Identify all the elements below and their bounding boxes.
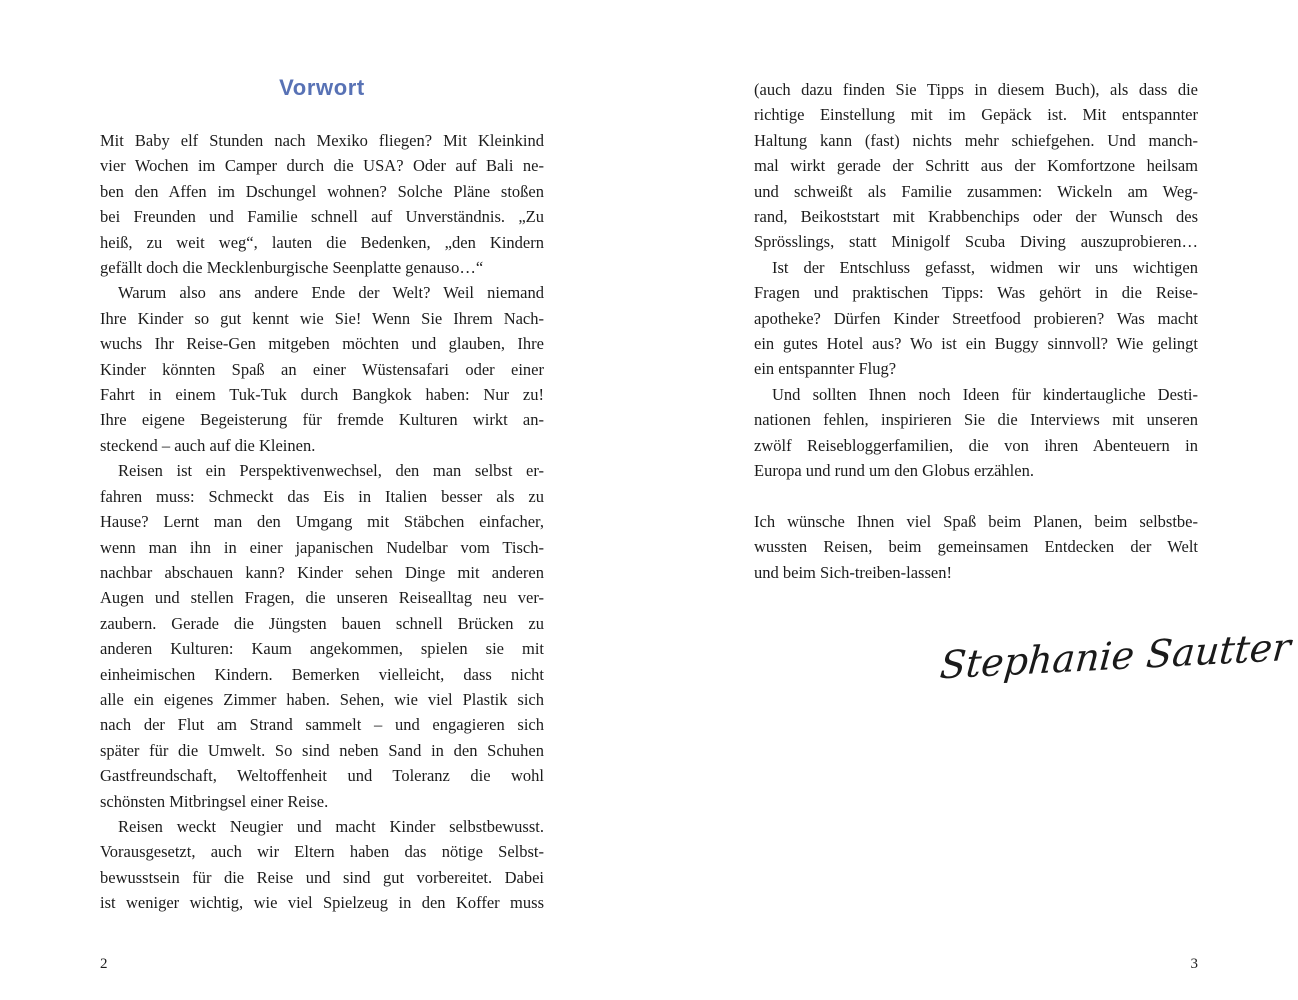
text-line: (auch dazu finden Sie Tipps in diesem Buch), als dass die — [754, 80, 1198, 99]
text-line: Augen und stellen Fragen, die unseren Reisealltag neu ver- — [100, 588, 544, 608]
text-line: vier Wochen im Camper durch die USA? Oder auf Bali ne- — [100, 156, 544, 176]
text-line: wenn man ihn in einer japanischen Nudelbar vom Tisch- — [100, 537, 544, 557]
text-line: Haltung kann (fast) nichts mehr schiefgehen. Und manch- — [754, 130, 1198, 150]
text-line: Mit Baby elf Stunden nach Mexiko fliegen? Mit Kleinkind — [100, 131, 544, 150]
text-line: wuchs Ihr Reise-Gen mitgeben möchten und glauben, Ihre — [100, 334, 544, 354]
text-line: Ist der Entschluss gefasst, widmen wir uns wichtigen — [772, 257, 1198, 277]
text-line: rand, Beikoststart mit Krabbenchips oder der Wunsch des — [754, 207, 1198, 227]
text-line: zaubern. Gerade die Jüngsten bauen schnell Brücken zu — [100, 613, 544, 633]
paragraph — [754, 77, 1198, 255]
text-line: richtige Einstellung mit im Gepäck ist. Mit entspannter — [754, 105, 1198, 125]
left-text-column — [100, 128, 544, 916]
paragraph — [754, 255, 1198, 382]
text-line: Und sollten Ihnen noch Ideen für kindertaugliche Desti- — [772, 384, 1198, 404]
page-right — [754, 77, 1198, 585]
paragraph — [754, 509, 1198, 585]
text-line: Fahrt in einem Tuk-Tuk durch Bangkok haben: Nur zu! — [100, 385, 544, 405]
paragraph — [100, 458, 544, 814]
text-line: und schweißt als Familie zusammen: Wickeln am Weg- — [754, 181, 1198, 201]
text-line: Warum also ans andere Ende der Welt? Weil niemand — [118, 283, 544, 303]
paragraph — [100, 128, 544, 280]
text-line: mal wirkt gerade der Schritt aus der Komfortzone heilsam — [754, 156, 1198, 176]
page-number-right: 3 — [1190, 956, 1198, 972]
text-line: Gastfreundschaft, Weltoffenheit und Toleranz die wohl — [100, 766, 544, 786]
text-line: heiß, zu weit weg“, lauten die Bedenken, „den Kindern — [100, 232, 544, 252]
text-line: schönsten Mitbringsel einer Reise. — [100, 791, 329, 811]
text-line: fahren muss: Schmeckt das Eis in Italien besser als zu — [100, 486, 544, 506]
text-line: Ihre Kinder so gut kennt wie Sie! Wenn Sie Ihrem Nach- — [100, 308, 544, 328]
text-line: Ihre eigene Begeisterung für fremde Kulturen wirkt an- — [100, 410, 544, 430]
page-number-left: 2 — [100, 956, 108, 972]
text-line: gefällt doch die Mecklenburgische Seenplatte genauso…“ — [100, 258, 484, 278]
text-line: anderen Kulturen: Kaum angekommen, spielen sie mit — [100, 639, 544, 659]
text-line: ist weniger wichtig, wie viel Spielzeug in den Koffer muss — [100, 893, 544, 913]
right-text-column — [754, 77, 1198, 585]
text-line: apotheke? Dürfen Kinder Streetfood probieren? Was macht — [754, 308, 1198, 328]
text-line: Hause? Lernt man den Umgang mit Stäbchen einfacher, — [100, 512, 544, 532]
text-line: zwölf Reisebloggerfamilien, die von ihren Abenteuern in — [754, 435, 1198, 455]
text-line: Sprösslings, statt Minigolf Scuba Diving auszuprobieren… — [754, 232, 1198, 252]
text-line: ein gutes Hotel aus? Wo ist ein Buggy sinnvoll? Wie gelingt — [754, 334, 1198, 354]
text-line: nachbar abschauen kann? Kinder sehen Dinge mit anderen — [100, 562, 544, 582]
text-line: ein entspannter Flug? — [754, 359, 897, 379]
text-line: bewusstsein für die Reise und sind gut vorbereitet. Dabei — [100, 867, 544, 887]
text-line: Fragen und praktischen Tipps: Was gehört in die Reise- — [754, 283, 1198, 303]
text-line: nationen fehlen, inspirieren Sie die Interviews mit unseren — [754, 410, 1198, 430]
text-line: einheimischen Kindern. Bemerken vielleicht, dass nicht — [100, 664, 544, 684]
text-line: wussten Reisen, beim gemeinsamen Entdecken der Welt — [754, 537, 1198, 557]
text-line: Europa und rund um den Globus erzählen. — [754, 461, 1034, 481]
text-line: später für die Umwelt. So sind neben Sand in den Schuhen — [100, 740, 544, 760]
text-line: Vorausgesetzt, auch wir Eltern haben das nötige Selbst- — [100, 842, 544, 862]
text-line: ben den Affen im Dschungel wohnen? Solche Pläne stoßen — [100, 181, 544, 201]
text-line: und beim Sich-treiben-lassen! — [754, 562, 952, 582]
paragraph — [754, 382, 1198, 484]
text-line: Reisen weckt Neugier und macht Kinder selbstbewusst. — [118, 816, 544, 836]
text-line: steckend – auch auf die Kleinen. — [100, 435, 316, 455]
chapter-title: Vorwort — [279, 75, 365, 100]
paragraph — [100, 280, 544, 458]
paragraph — [100, 814, 544, 916]
page-left — [100, 74, 544, 916]
text-line: nach der Flut am Strand sammelt – und engagieren sich — [100, 715, 544, 735]
text-line: bei Freunden und Familie schnell auf Unverständnis. „Zu — [100, 207, 544, 227]
author-signature: Stephanie Sautter — [938, 624, 1293, 688]
text-line: Reisen ist ein Perspektivenwechsel, den man selbst er- — [118, 461, 544, 481]
text-line: Kinder könnten Spaß an einer Wüstensafari oder einer — [100, 359, 544, 379]
text-line: Ich wünsche Ihnen viel Spaß beim Planen, beim selbstbe- — [754, 511, 1198, 531]
text-line: alle ein eigenes Zimmer haben. Sehen, wie viel Plastik sich — [100, 689, 544, 709]
